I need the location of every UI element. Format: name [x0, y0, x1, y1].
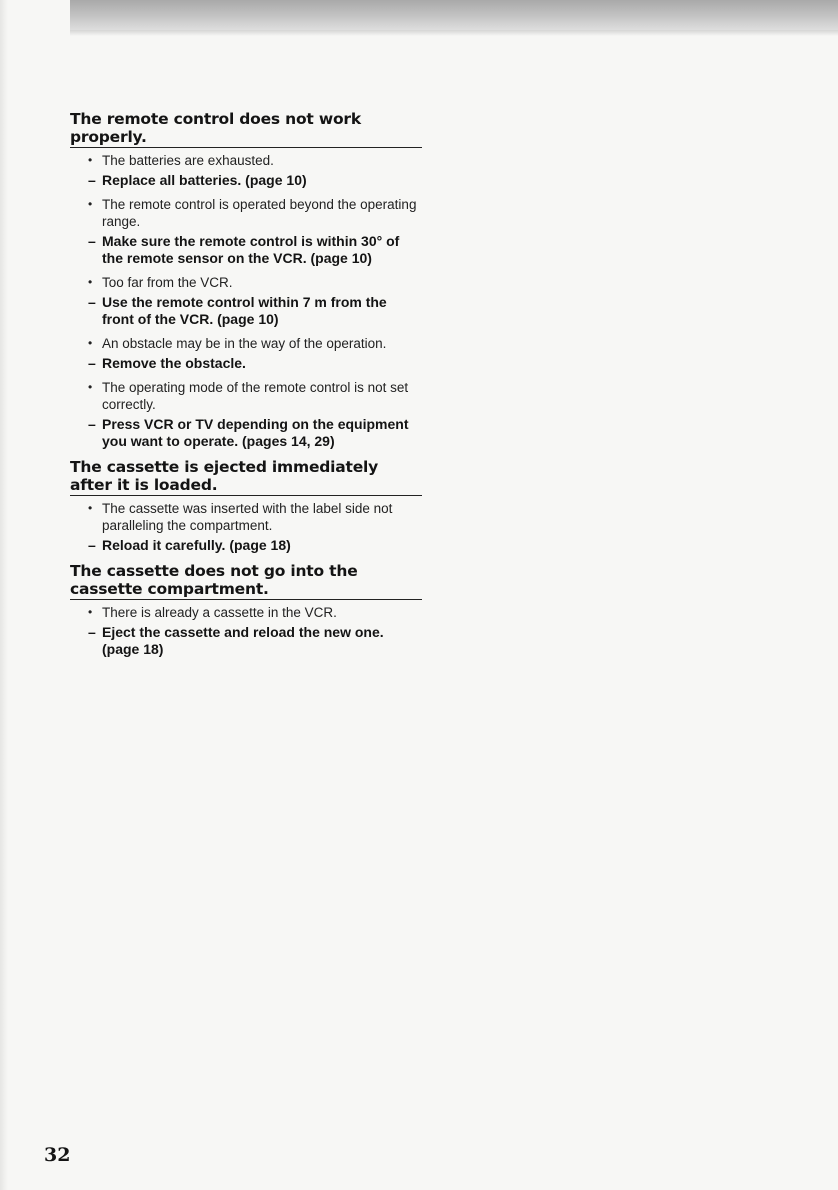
troubleshooting-column — [70, 110, 422, 666]
remedy-text: Reload it carefully. (page 18) — [102, 537, 291, 553]
remedy-item — [88, 355, 422, 372]
cause-text: There is already a cassette in the VCR. — [102, 605, 337, 620]
dash-marker: – — [88, 294, 96, 310]
remedy-text: Remove the obstacle. — [102, 355, 246, 371]
cause-text: Too far from the VCR. — [102, 275, 233, 290]
bullet-marker: • — [88, 501, 93, 515]
remedy-text: Eject the cassette and reload the new one. (page 18) — [102, 624, 384, 657]
item-list — [70, 600, 422, 658]
remedy-item — [88, 294, 422, 328]
cause-item — [88, 152, 422, 169]
remedy-item — [88, 537, 422, 554]
section-heading: The remote control does not work properly. — [70, 110, 422, 148]
bullet-marker: • — [88, 605, 93, 619]
remedy-text: Press VCR or TV depending on the equipment you want to operate. (pages 14, 29) — [102, 416, 409, 449]
dash-marker: – — [88, 537, 96, 553]
remedy-text: Use the remote control within 7 m from the front of the VCR. (page 10) — [102, 294, 387, 327]
section-cassette-not-inserting — [70, 562, 422, 658]
dash-marker: – — [88, 416, 96, 432]
cause-text: The operating mode of the remote control is not set correctly. — [102, 380, 409, 412]
page-number: 32 — [44, 1144, 71, 1166]
cause-item — [88, 604, 422, 621]
section-cassette-ejected — [70, 458, 422, 554]
remedy-item — [88, 416, 422, 450]
cause-item — [88, 500, 422, 534]
bullet-marker: • — [88, 197, 93, 211]
bullet-marker: • — [88, 336, 93, 350]
remedy-item — [88, 233, 422, 267]
bullet-marker: • — [88, 153, 93, 167]
cause-item — [88, 274, 422, 291]
cause-text: An obstacle may be in the way of the operation. — [102, 336, 387, 351]
remedy-item — [88, 624, 422, 658]
section-remote-control — [70, 110, 422, 450]
cause-item — [88, 196, 422, 230]
bullet-marker: • — [88, 380, 93, 394]
bullet-marker: • — [88, 275, 93, 289]
cause-text: The cassette was inserted with the label side not paralleling the compartment. — [102, 501, 393, 533]
item-list — [70, 148, 422, 450]
cause-text: The batteries are exhausted. — [102, 153, 274, 168]
dash-marker: – — [88, 355, 96, 371]
section-heading: The cassette is ejected immediately after it is loaded. — [70, 458, 422, 496]
remedy-text: Replace all batteries. (page 10) — [102, 172, 307, 188]
page-edge-shadow — [0, 0, 8, 1190]
remedy-item — [88, 172, 422, 189]
cause-item — [88, 335, 422, 352]
item-list — [70, 496, 422, 554]
dash-marker: – — [88, 233, 96, 249]
cause-item — [88, 379, 422, 413]
cause-text: The remote control is operated beyond the operating range. — [102, 197, 417, 229]
dash-marker: – — [88, 624, 96, 640]
remedy-text: Make sure the remote control is within 30° of the remote sensor on the VCR. (page 10) — [102, 233, 400, 266]
header-band — [70, 0, 838, 30]
section-heading: The cassette does not go into the cassette compartment. — [70, 562, 422, 600]
dash-marker: – — [88, 172, 96, 188]
